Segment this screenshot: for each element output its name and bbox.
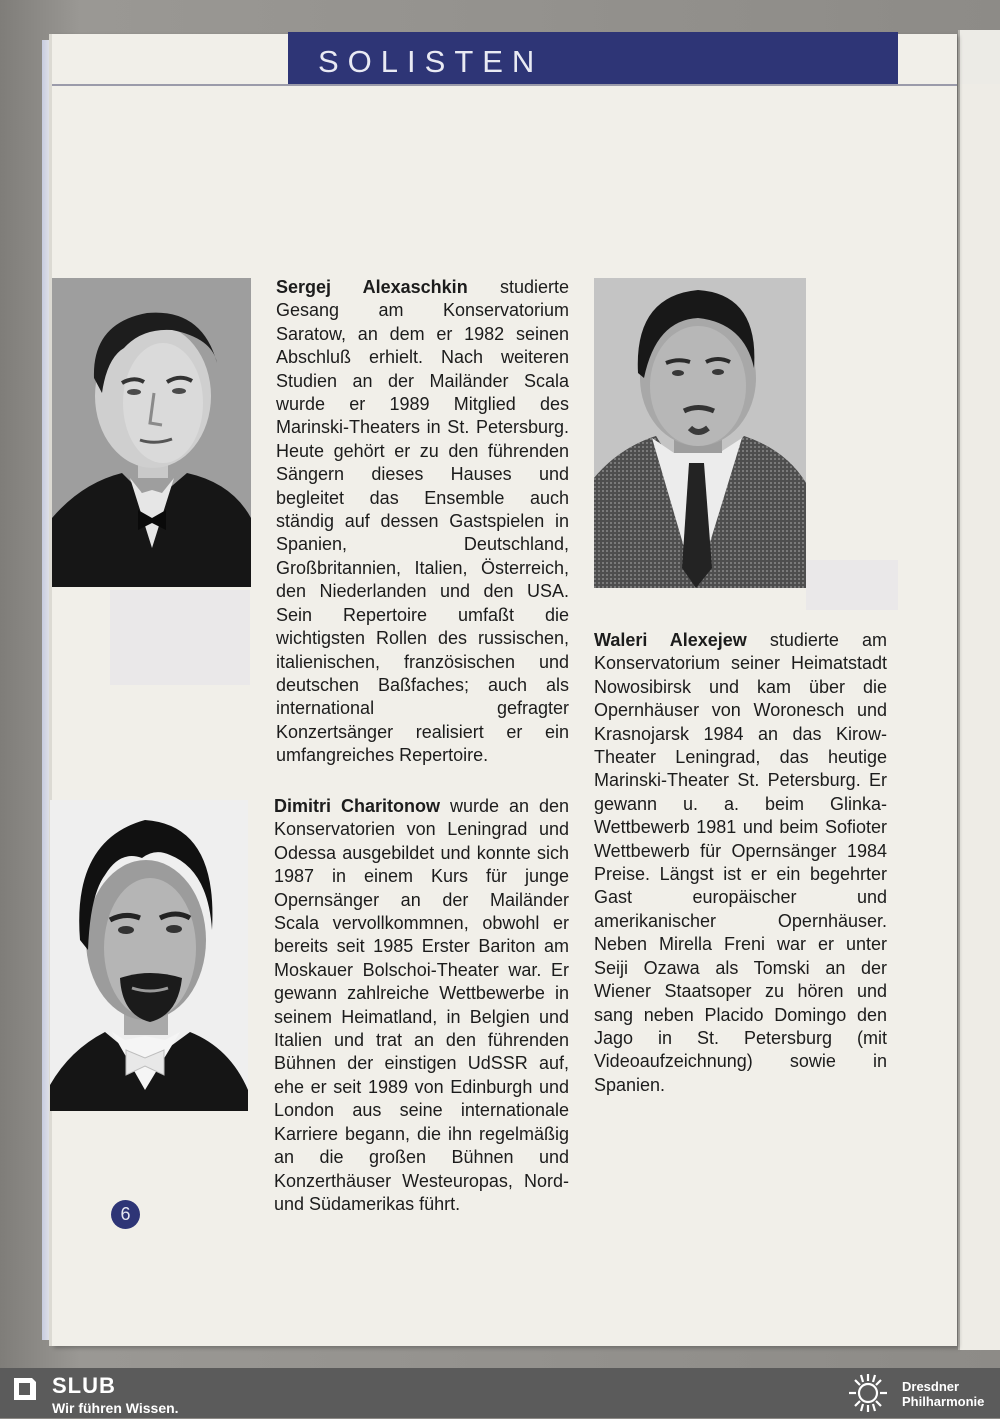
partner-name-line2: Philharmonie — [902, 1394, 985, 1409]
soloist-bio: wurde an den Konservatorien von Leningrad und Odessa ausgebildet und konnte sich 1987 in einem Kurs für junge Opernsänger an der Mailänder Scala vervollkommnen, obwohl er bereits seit 1985 Erster Bariton am Moskauer Bolschoi-Theater war. Er gewann zahlreiche Wettbewerbe in seinem Heimatland, in Belgien und Italien und trat an den führenden Bühnen der einstigen UdSSR auf, ehe er seit 1989 von Edinburgh und London aus seine internationale Karriere begann, die ihn regelmäßig an die großen Bühnen und Konzerthäuser Westeuropas, Nord- und Südamerikas führt. — [274, 796, 569, 1214]
soloist-bio: studierte Gesang am Konservatorium Saratow, an dem er 1982 seinen Abschluß erhielt. Nach weiteren Studien an der Mailänder Scala wurde er 1989 Mitglied des Marinski-Theaters in St. Petersburg. Heute gehört er zu den führenden Sängern dieses Hauses und begleitet das Ensemble auch ständig auf dessen Gastspielen in Spanien, Deutschland, Großbritannien, Italien, Österreich, den Niederlanden und den USA. Sein Repertoire umfaßt die wichtigsten Rollen des russischen, italienischen, französischen und deutschen Baßfaches; auch als international gefragter Konzertsänger realisiert er ein umfangreiches Repertoire. — [276, 277, 569, 766]
soloist-name: Dimitri Charitonow — [274, 796, 440, 816]
portrait-photo-alexaschkin — [52, 278, 251, 587]
show-through-left — [110, 590, 250, 685]
partner-name — [902, 1379, 984, 1409]
page-title: SOLISTEN — [318, 44, 544, 79]
header-rule — [52, 84, 957, 86]
show-through-right — [806, 560, 898, 610]
soloist-name: Waleri Alexejew — [594, 630, 747, 650]
philharmonie-logo-icon — [843, 1372, 893, 1414]
soloist-name: Sergej Alexaschkin — [276, 277, 468, 297]
portrait-photo-charitonow — [50, 800, 248, 1111]
bio-alexejew — [594, 629, 887, 1097]
bio-charitonow — [274, 795, 569, 1216]
library-claim: Wir führen Wissen. — [52, 1400, 179, 1416]
bio-alexaschkin — [276, 276, 569, 768]
library-name: SLUB — [52, 1373, 116, 1398]
soloist-bio: studierte am Konservatorium seiner Heimatstadt Nowosibirsk und kam über die Opernhäuser von Woronesch und Krasnojarsk 1984 an das Kirow-Theater Leningrad, das heutige Marinski-Theater St. Petersburg. Er gewann u. a. beim Glinka-Wettbewerb 1981 und beim Sofioter Wettbewerb für Opernsänger 1984 Preise. Längst ist er ein begehrter Gast europäischer und amerikanischer Opernhäuser. Neben Mirella Freni war er unter Seiji Ozawa als Tomski an der Wiener Staatsoper zu hören und sang neben Placido Domingo den Jago in St. Petersburg (mit Videoaufzeichnung) sowie in Spanien. — [594, 630, 888, 1095]
slub-logo-icon — [10, 1374, 40, 1404]
portrait-photo-alexejew — [594, 278, 806, 588]
adjacent-page-edge — [958, 30, 1000, 1350]
page-left-edge — [42, 40, 52, 1340]
page-number-badge: 6 — [111, 1200, 140, 1229]
adjacent-page-header — [960, 30, 1000, 84]
partner-name-line1: Dresdner — [902, 1379, 960, 1394]
